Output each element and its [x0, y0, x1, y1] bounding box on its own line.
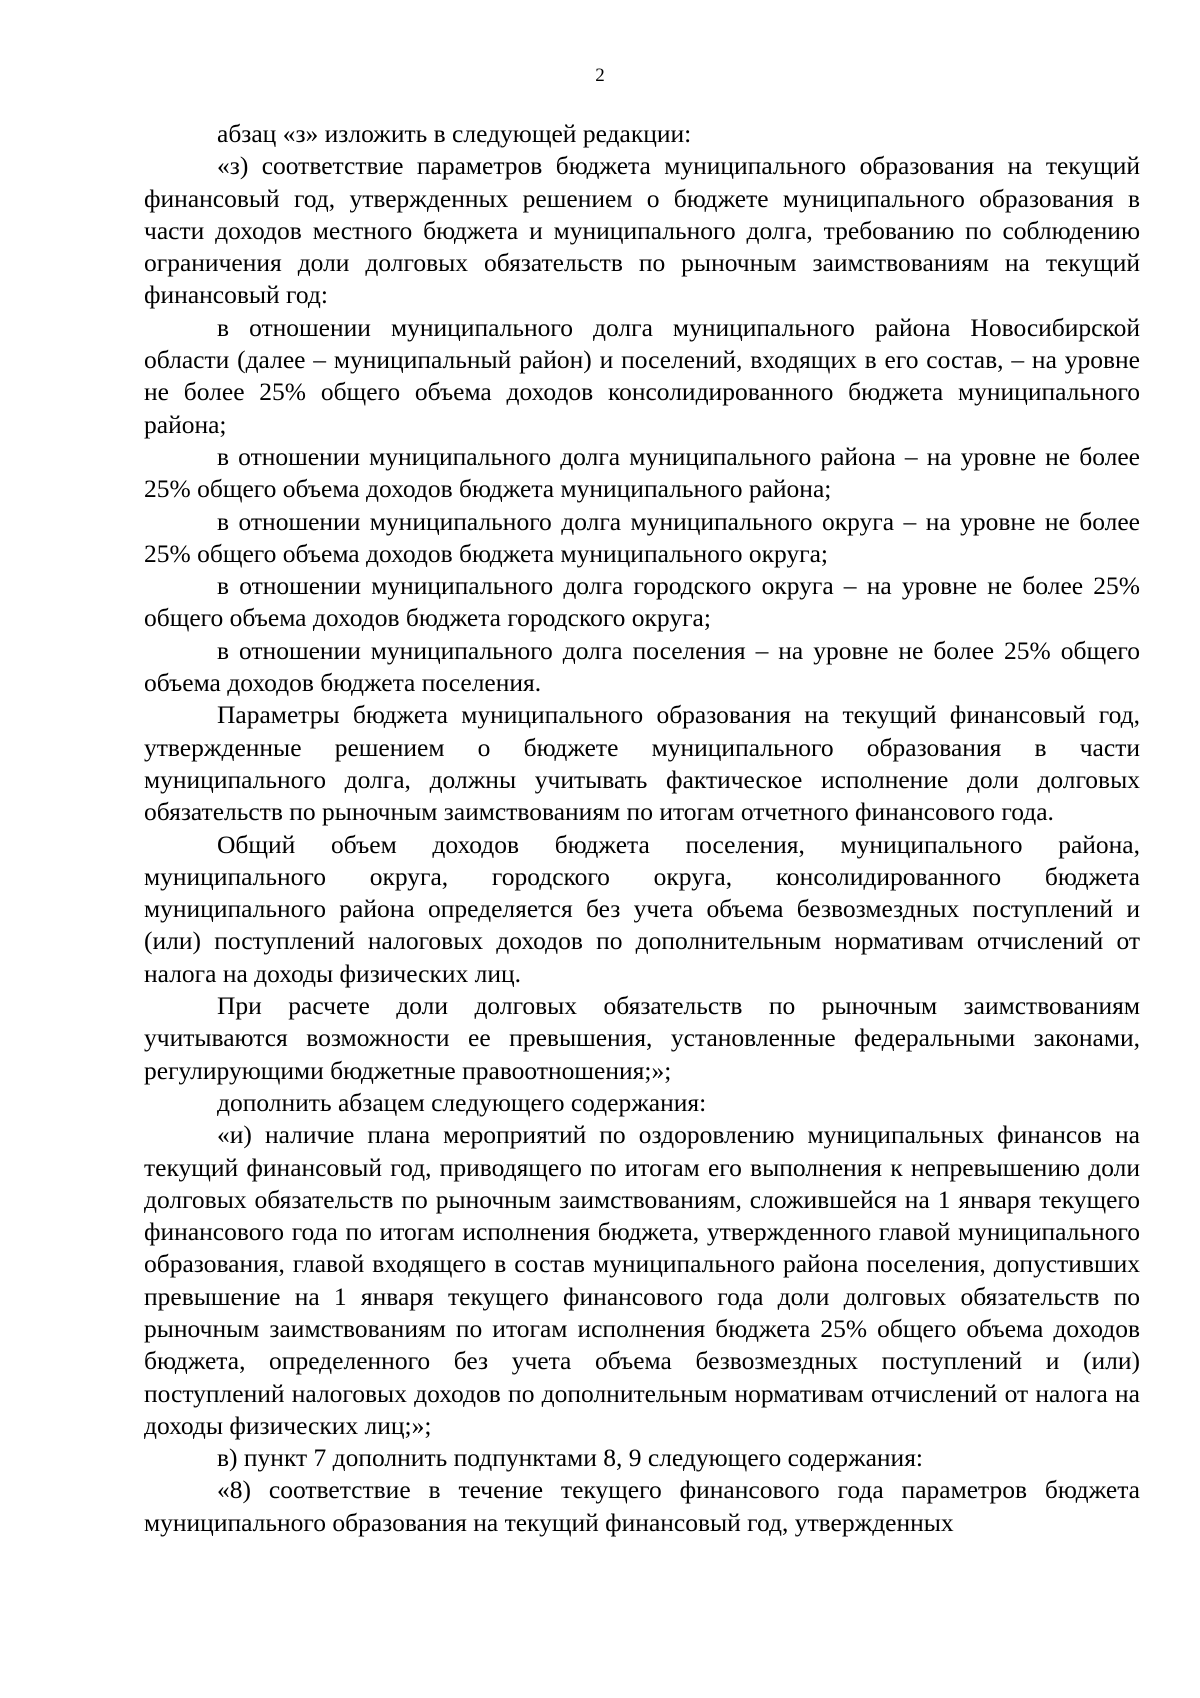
- paragraph-7: в отношении муниципального долга поселения – на уровне не более 25% общего объема доходов бюджета поселения.: [144, 635, 1140, 698]
- paragraph-9: Общий объем доходов бюджета поселения, муниципального района, муниципального округа, городского округа, консолидированного бюджета муниципального района определяется без учета объема безвозмездных поступлений и (или) поступлений налоговых доходов по дополнительным нормативам отчислений от налога на доходы физических лиц.: [144, 829, 1140, 988]
- paragraph-2: «з) соответствие параметров бюджета муниципального образования на текущий финансовый год, утвержденных решением о бюджете муниципального образования в части доходов местного бюджета и муниципального долга, требованию по соблюдению ограничения доли долговых обязательств по рыночным заимствованиям на текущий финансовый год:: [144, 151, 1140, 310]
- paragraph-13: в) пункт 7 дополнить подпунктами 8, 9 следующего содержания:: [217, 1443, 924, 1473]
- paragraph-14: «8) соответствие в течение текущего финансового года параметров бюджета муниципального образования на текущий финансовый год, утвержденных: [144, 1475, 1140, 1537]
- paragraph-5: в отношении муниципального долга муниципального округа – на уровне не более 25% общего объема доходов бюджета муниципального округа;: [144, 506, 1140, 568]
- paragraph-3: в отношении муниципального долга муниципального района Новосибирской области (далее – муниципальный район) и поселений, входящих в его состав, – на уровне не более 25% общего объема доходов консолидированного бюджета муниципального района;: [144, 312, 1140, 439]
- document-body: [144, 118, 1140, 1539]
- paragraph-8: Параметры бюджета муниципального образования на текущий финансовый год, утвержденные решением о бюджете муниципального образования в части муниципального долга, должны учитывать фактическое исполнение доли долговых обязательств по рыночным заимствованиям по итогам отчетного финансового года.: [144, 700, 1140, 827]
- paragraph-11: дополнить абзацем следующего содержания:: [217, 1087, 707, 1117]
- paragraph-4: в отношении муниципального долга муниципального района – на уровне не более 25% общего объема доходов бюджета муниципального района;: [144, 441, 1140, 504]
- paragraph-1: абзац «з» изложить в следующей редакции:: [217, 119, 692, 148]
- paragraph-10: При расчете доли долговых обязательств по рыночным заимствованиям учитываются возможности ее превышения, установленные федеральными законами, регулирующими бюджетные правоотношения;»;: [144, 991, 1140, 1085]
- paragraph-6: в отношении муниципального долга городского округа – на уровне не более 25% общего объема доходов бюджета городского округа;: [144, 571, 1140, 633]
- page-number: 2: [595, 65, 605, 86]
- paragraph-12: «и) наличие плана мероприятий по оздоровлению муниципальных финансов на текущий финансовый год, приводящего по итогам его выполнения к непревышению доли долговых обязательств по рыночным заимствованиям, сложившейся на 1 января текущего финансового года по итогам исполнения бюджета, утвержденного главой муниципального образования, главой входящего в состав муниципального района поселения, допустивших превышение на 1 января текущего финансового года доли долговых обязательств по рыночным заимствованиям по итогам исполнения бюджета 25% общего объема доходов бюджета, определенного без учета объема безвозмездных поступлений и (или) поступлений налоговых доходов по дополнительным нормативам отчислений от налога на доходы физических лиц;»;: [144, 1120, 1140, 1440]
